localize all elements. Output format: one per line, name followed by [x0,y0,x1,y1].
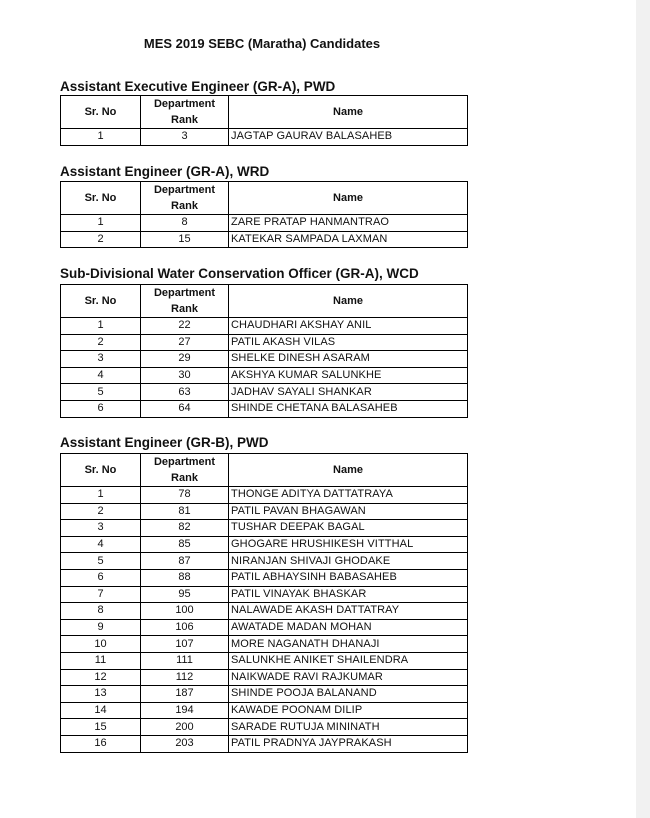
cell-department-rank: 111 [141,652,229,669]
cell-department-rank: 85 [141,536,229,553]
table-body [61,215,468,248]
cell-name: NALAWADE AKASH DATTATRAY [229,603,468,620]
cell-name: AKSHYA KUMAR SALUNKHE [229,367,468,384]
table-row [61,652,468,669]
cell-sr-no: 9 [61,619,141,636]
cell-name: KATEKAR SAMPADA LAXMAN [229,231,468,248]
header-sr-no: Sr. No [61,96,141,129]
header-name: Name [229,96,468,129]
cell-sr-no: 16 [61,735,141,752]
cell-name: NAIKWADE RAVI RAJKUMAR [229,669,468,686]
cell-sr-no: 13 [61,686,141,703]
cell-department-rank: 15 [141,231,229,248]
cell-name: SHINDE POOJA BALANAND [229,686,468,703]
table-row [61,384,468,401]
cell-department-rank: 3 [141,129,229,146]
table-row [61,318,468,335]
cell-name: PATIL ABHAYSINH BABASAHEB [229,569,468,586]
document-title: MES 2019 SEBC (Maratha) Candidates [143,36,381,51]
header-sr-no: Sr. No [61,285,141,318]
cell-name: PATIL PRADNYA JAYPRAKASH [229,735,468,752]
cell-department-rank: 29 [141,351,229,368]
header-department-rank: Department Rank [141,182,229,215]
table-sdwco-wcd [60,284,468,418]
table-row [61,367,468,384]
cell-sr-no: 6 [61,569,141,586]
cell-department-rank: 63 [141,384,229,401]
header-sr-no: Sr. No [61,454,141,487]
cell-sr-no: 2 [61,231,141,248]
table-row [61,487,468,504]
table-row [61,702,468,719]
cell-sr-no: 5 [61,553,141,570]
table-body [61,487,468,753]
cell-department-rank: 8 [141,215,229,232]
cell-department-rank: 194 [141,702,229,719]
cell-sr-no: 1 [61,215,141,232]
table-ae-wrd [60,181,468,248]
cell-name: AWATADE MADAN MOHAN [229,619,468,636]
cell-sr-no: 2 [61,334,141,351]
cell-name: SHELKE DINESH ASARAM [229,351,468,368]
cell-sr-no: 8 [61,603,141,620]
cell-department-rank: 200 [141,719,229,736]
table-row [61,215,468,232]
cell-department-rank: 100 [141,603,229,620]
table-header-row [61,285,468,318]
section-title-ae-gr-b-pwd: Assistant Engineer (GR-B), PWD [60,435,269,450]
header-department-rank: Department Rank [141,96,229,129]
table-row [61,536,468,553]
cell-name: ZARE PRATAP HANMANTRAO [229,215,468,232]
table-row [61,603,468,620]
cell-department-rank: 87 [141,553,229,570]
cell-name: SARADE RUTUJA MININATH [229,719,468,736]
header-name: Name [229,182,468,215]
header-name: Name [229,285,468,318]
table-row [61,686,468,703]
cell-department-rank: 27 [141,334,229,351]
cell-sr-no: 10 [61,636,141,653]
cell-name: TUSHAR DEEPAK BAGAL [229,520,468,537]
cell-name: MORE NAGANATH DHANAJI [229,636,468,653]
section-title-ae-wrd: Assistant Engineer (GR-A), WRD [60,164,270,179]
cell-department-rank: 88 [141,569,229,586]
cell-name: NIRANJAN SHIVAJI GHODAKE [229,553,468,570]
cell-name: SHINDE CHETANA BALASAHEB [229,400,468,417]
table-row [61,334,468,351]
cell-department-rank: 106 [141,619,229,636]
table-row [61,503,468,520]
table-aee-pwd [60,95,468,146]
table-row [61,400,468,417]
cell-sr-no: 14 [61,702,141,719]
header-sr-no: Sr. No [61,182,141,215]
cell-department-rank: 64 [141,400,229,417]
cell-sr-no: 12 [61,669,141,686]
cell-sr-no: 1 [61,318,141,335]
table-row [61,669,468,686]
header-department-rank: Department Rank [141,454,229,487]
table-row [61,129,468,146]
cell-department-rank: 203 [141,735,229,752]
cell-department-rank: 30 [141,367,229,384]
cell-name: JADHAV SAYALI SHANKAR [229,384,468,401]
cell-name: THONGE ADITYA DATTATRAYA [229,487,468,504]
table-ae-gr-b-pwd [60,453,468,753]
cell-department-rank: 112 [141,669,229,686]
cell-department-rank: 95 [141,586,229,603]
cell-sr-no: 15 [61,719,141,736]
table-row [61,231,468,248]
cell-name: CHAUDHARI AKSHAY ANIL [229,318,468,335]
cell-sr-no: 11 [61,652,141,669]
table-row [61,351,468,368]
cell-department-rank: 78 [141,487,229,504]
section-title-aee-pwd: Assistant Executive Engineer (GR-A), PWD [60,79,336,94]
table-row [61,569,468,586]
table-row [61,520,468,537]
cell-name: KAWADE POONAM DILIP [229,702,468,719]
cell-name: PATIL VINAYAK BHASKAR [229,586,468,603]
cell-department-rank: 81 [141,503,229,520]
cell-sr-no: 7 [61,586,141,603]
cell-sr-no: 6 [61,400,141,417]
cell-sr-no: 2 [61,503,141,520]
header-department-rank: Department Rank [141,285,229,318]
cell-sr-no: 4 [61,536,141,553]
cell-sr-no: 1 [61,129,141,146]
cell-department-rank: 187 [141,686,229,703]
table-body [61,318,468,418]
table-header-row [61,454,468,487]
section-title-sdwco-wcd: Sub-Divisional Water Conservation Officer (GR-A), WCD [60,266,419,281]
cell-sr-no: 3 [61,351,141,368]
cell-sr-no: 1 [61,487,141,504]
cell-sr-no: 3 [61,520,141,537]
cell-name: SALUNKHE ANIKET SHAILENDRA [229,652,468,669]
cell-department-rank: 82 [141,520,229,537]
cell-department-rank: 107 [141,636,229,653]
table-row [61,553,468,570]
cell-name: JAGTAP GAURAV BALASAHEB [229,129,468,146]
cell-sr-no: 5 [61,384,141,401]
table-header-row [61,182,468,215]
cell-name: GHOGARE HRUSHIKESH VITTHAL [229,536,468,553]
header-name: Name [229,454,468,487]
cell-name: PATIL PAVAN BHAGAWAN [229,503,468,520]
table-row [61,619,468,636]
table-row [61,735,468,752]
table-row [61,586,468,603]
table-row [61,636,468,653]
table-header-row [61,96,468,129]
cell-sr-no: 4 [61,367,141,384]
cell-department-rank: 22 [141,318,229,335]
table-row [61,719,468,736]
cell-name: PATIL AKASH VILAS [229,334,468,351]
table-body [61,129,468,146]
